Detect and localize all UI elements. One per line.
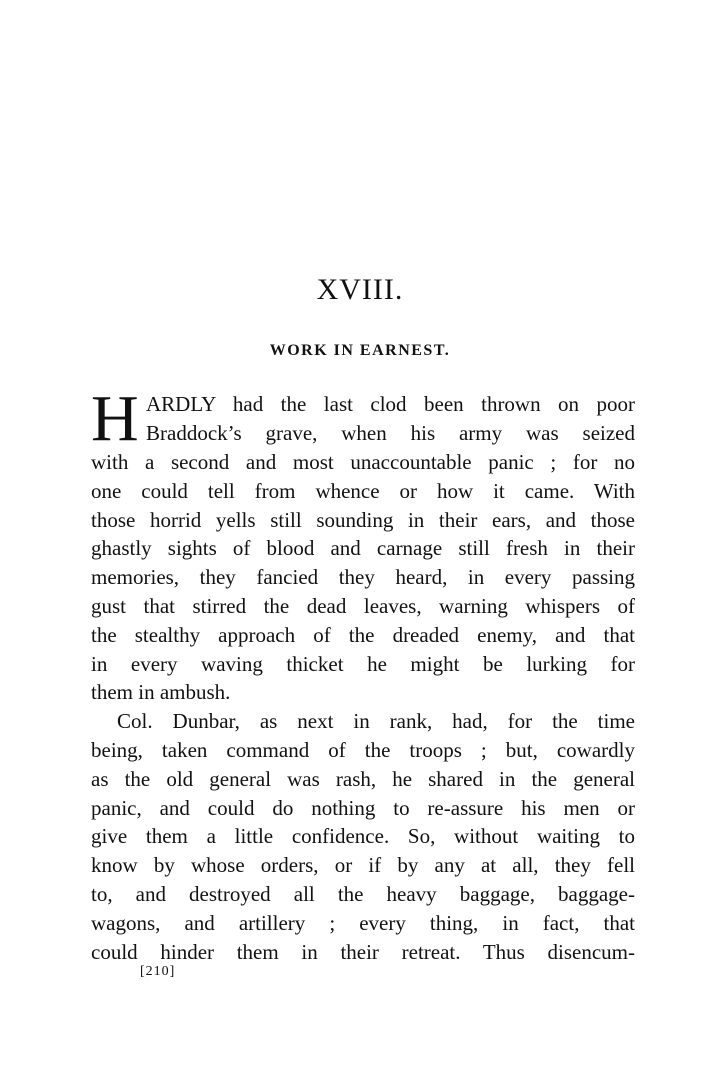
paragraph-1: [91, 448, 635, 707]
text-line: Col. Dunbar, as next in rank, had, for the time: [117, 709, 635, 734]
text-line: in every waving thicket he might be lurking for: [91, 651, 635, 676]
text-line: with a second and most unaccountable panic ; for no: [91, 450, 635, 474]
text-line: as the old general was rash, he shared in the general: [91, 766, 635, 791]
page-number: [210]: [140, 964, 176, 979]
text-line: gust that stirred the dead leaves, warning whispers of: [91, 593, 635, 618]
text-line: being, taken command of the troops ; but, cowardly: [91, 737, 635, 762]
text-line: them in ambush.: [91, 680, 231, 705]
text-line: know by whose orders, or if by any at all, they fell: [91, 853, 635, 878]
drop-cap: H: [91, 382, 139, 455]
text-line: one could tell from whence or how it came. With: [91, 478, 635, 503]
text-line: to, and destroyed all the heavy baggage, baggage-: [91, 881, 635, 906]
opening-lines: [91, 382, 635, 455]
text-line: panic, and could do nothing to re-assure his men or: [91, 795, 635, 820]
text-line: give them a little confidence. So, without waiting to: [91, 824, 635, 849]
text-line: those horrid yells still sounding in their ears, and those: [91, 507, 635, 532]
text-line: memories, they fancied they heard, in every passing: [91, 565, 635, 590]
text-line: could hinder them in their retreat. Thus disencum-: [91, 939, 635, 964]
text-line: the stealthy approach of the dreaded enemy, and that: [91, 622, 635, 647]
body-text: [91, 382, 635, 966]
text-line: Braddock’s grave, when his army was seized: [146, 420, 635, 445]
text-line: wagons, and artillery ; every thing, in fact, that: [91, 910, 635, 935]
chapter-number: XVIII.: [316, 273, 404, 306]
chapter-title: WORK IN EARNEST.: [269, 342, 451, 359]
text-line: ghastly sights of blood and carnage still fresh in their: [91, 536, 635, 561]
paragraph-2: [91, 707, 635, 966]
text-line: ARDLY had the last clod been thrown on poor: [146, 392, 635, 416]
